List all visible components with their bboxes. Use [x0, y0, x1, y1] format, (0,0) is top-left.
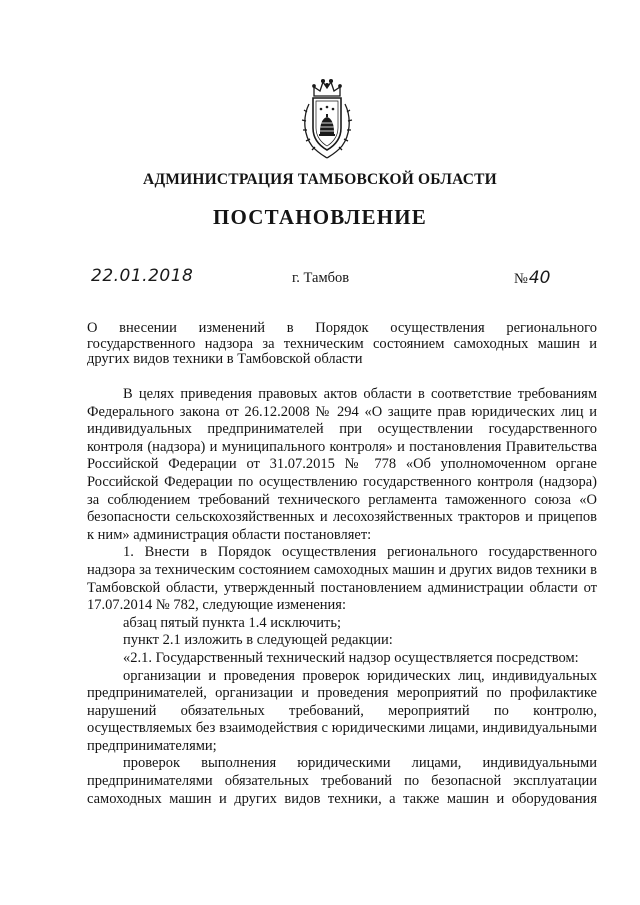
body-paragraph: В целях приведения правовых актов области в соответствие требованиям Федерального закона от 26.12.2008 № 294 «О защите прав юридических лиц и индивидуальных предпринимателей при осуществлении государственного контроля (надзора) и муниципального контроля» и постановления Правительства Российской Федерации от 31.07.2015 № 778 «Об уполномоченном органе Российской Федерации по осуществлению государственного контроля (надзора) за соблюдением требований технического регламента таможенного союза «О безопасности сельскохозяйственных и лесохозяйственных тракторов и прицепов к ним» администрация области постановляет:	[87, 386, 597, 543]
body-paragraph: абзац пятый пункта 1.4 исключить;	[123, 614, 341, 631]
body-paragraph: 1. Внести в Порядок осуществления регионального государственного надзора за техническим состоянием самоходных машин и других видов техники в Тамбовской области, утвержденный постановлением администрации области от 17.07.2014 № 782, следующие изменения:	[87, 544, 597, 614]
coat-of-arms-icon	[300, 76, 354, 160]
document-date: 22.01.2018	[91, 266, 194, 286]
document-number	[514, 268, 550, 288]
document-city: г. Тамбов	[292, 270, 350, 286]
body-paragraph: пункт 2.1 изложить в следующей редакции:	[123, 632, 393, 649]
body-paragraph: «2.1. Государственный технический надзор осуществляется посредством:	[123, 649, 579, 666]
body-paragraph: проверок выполнения юридическими лицами, индивидуальными предпринимателями обязательных требований по безопасной эксплуатации самоходных машин и других видов техники, а также машин и оборудования	[87, 755, 597, 807]
document-type-title: ПОСТАНОВЛЕНИЕ	[212, 205, 428, 229]
document-subject: О внесении изменений в Порядок осуществления регионального государственного надзора за техническим состоянием самоходных машин и других видов техники в Тамбовской области	[87, 320, 597, 367]
number-prefix: №	[514, 271, 528, 287]
number-value: 40	[528, 268, 551, 288]
document-body	[87, 386, 597, 808]
body-paragraph: организации и проведения проверок юридических лиц, индивидуальных предпринимателей, организации и проведения мероприятий по профилактике нарушений обязательных требований, мероприятий по контролю, осуществляемых без взаимодействия с юридическими лицами, индивидуальными предпринимателями;	[87, 667, 597, 754]
organization-name: АДМИНИСТРАЦИЯ ТАМБОВСКОЙ ОБЛАСТИ	[143, 171, 497, 188]
